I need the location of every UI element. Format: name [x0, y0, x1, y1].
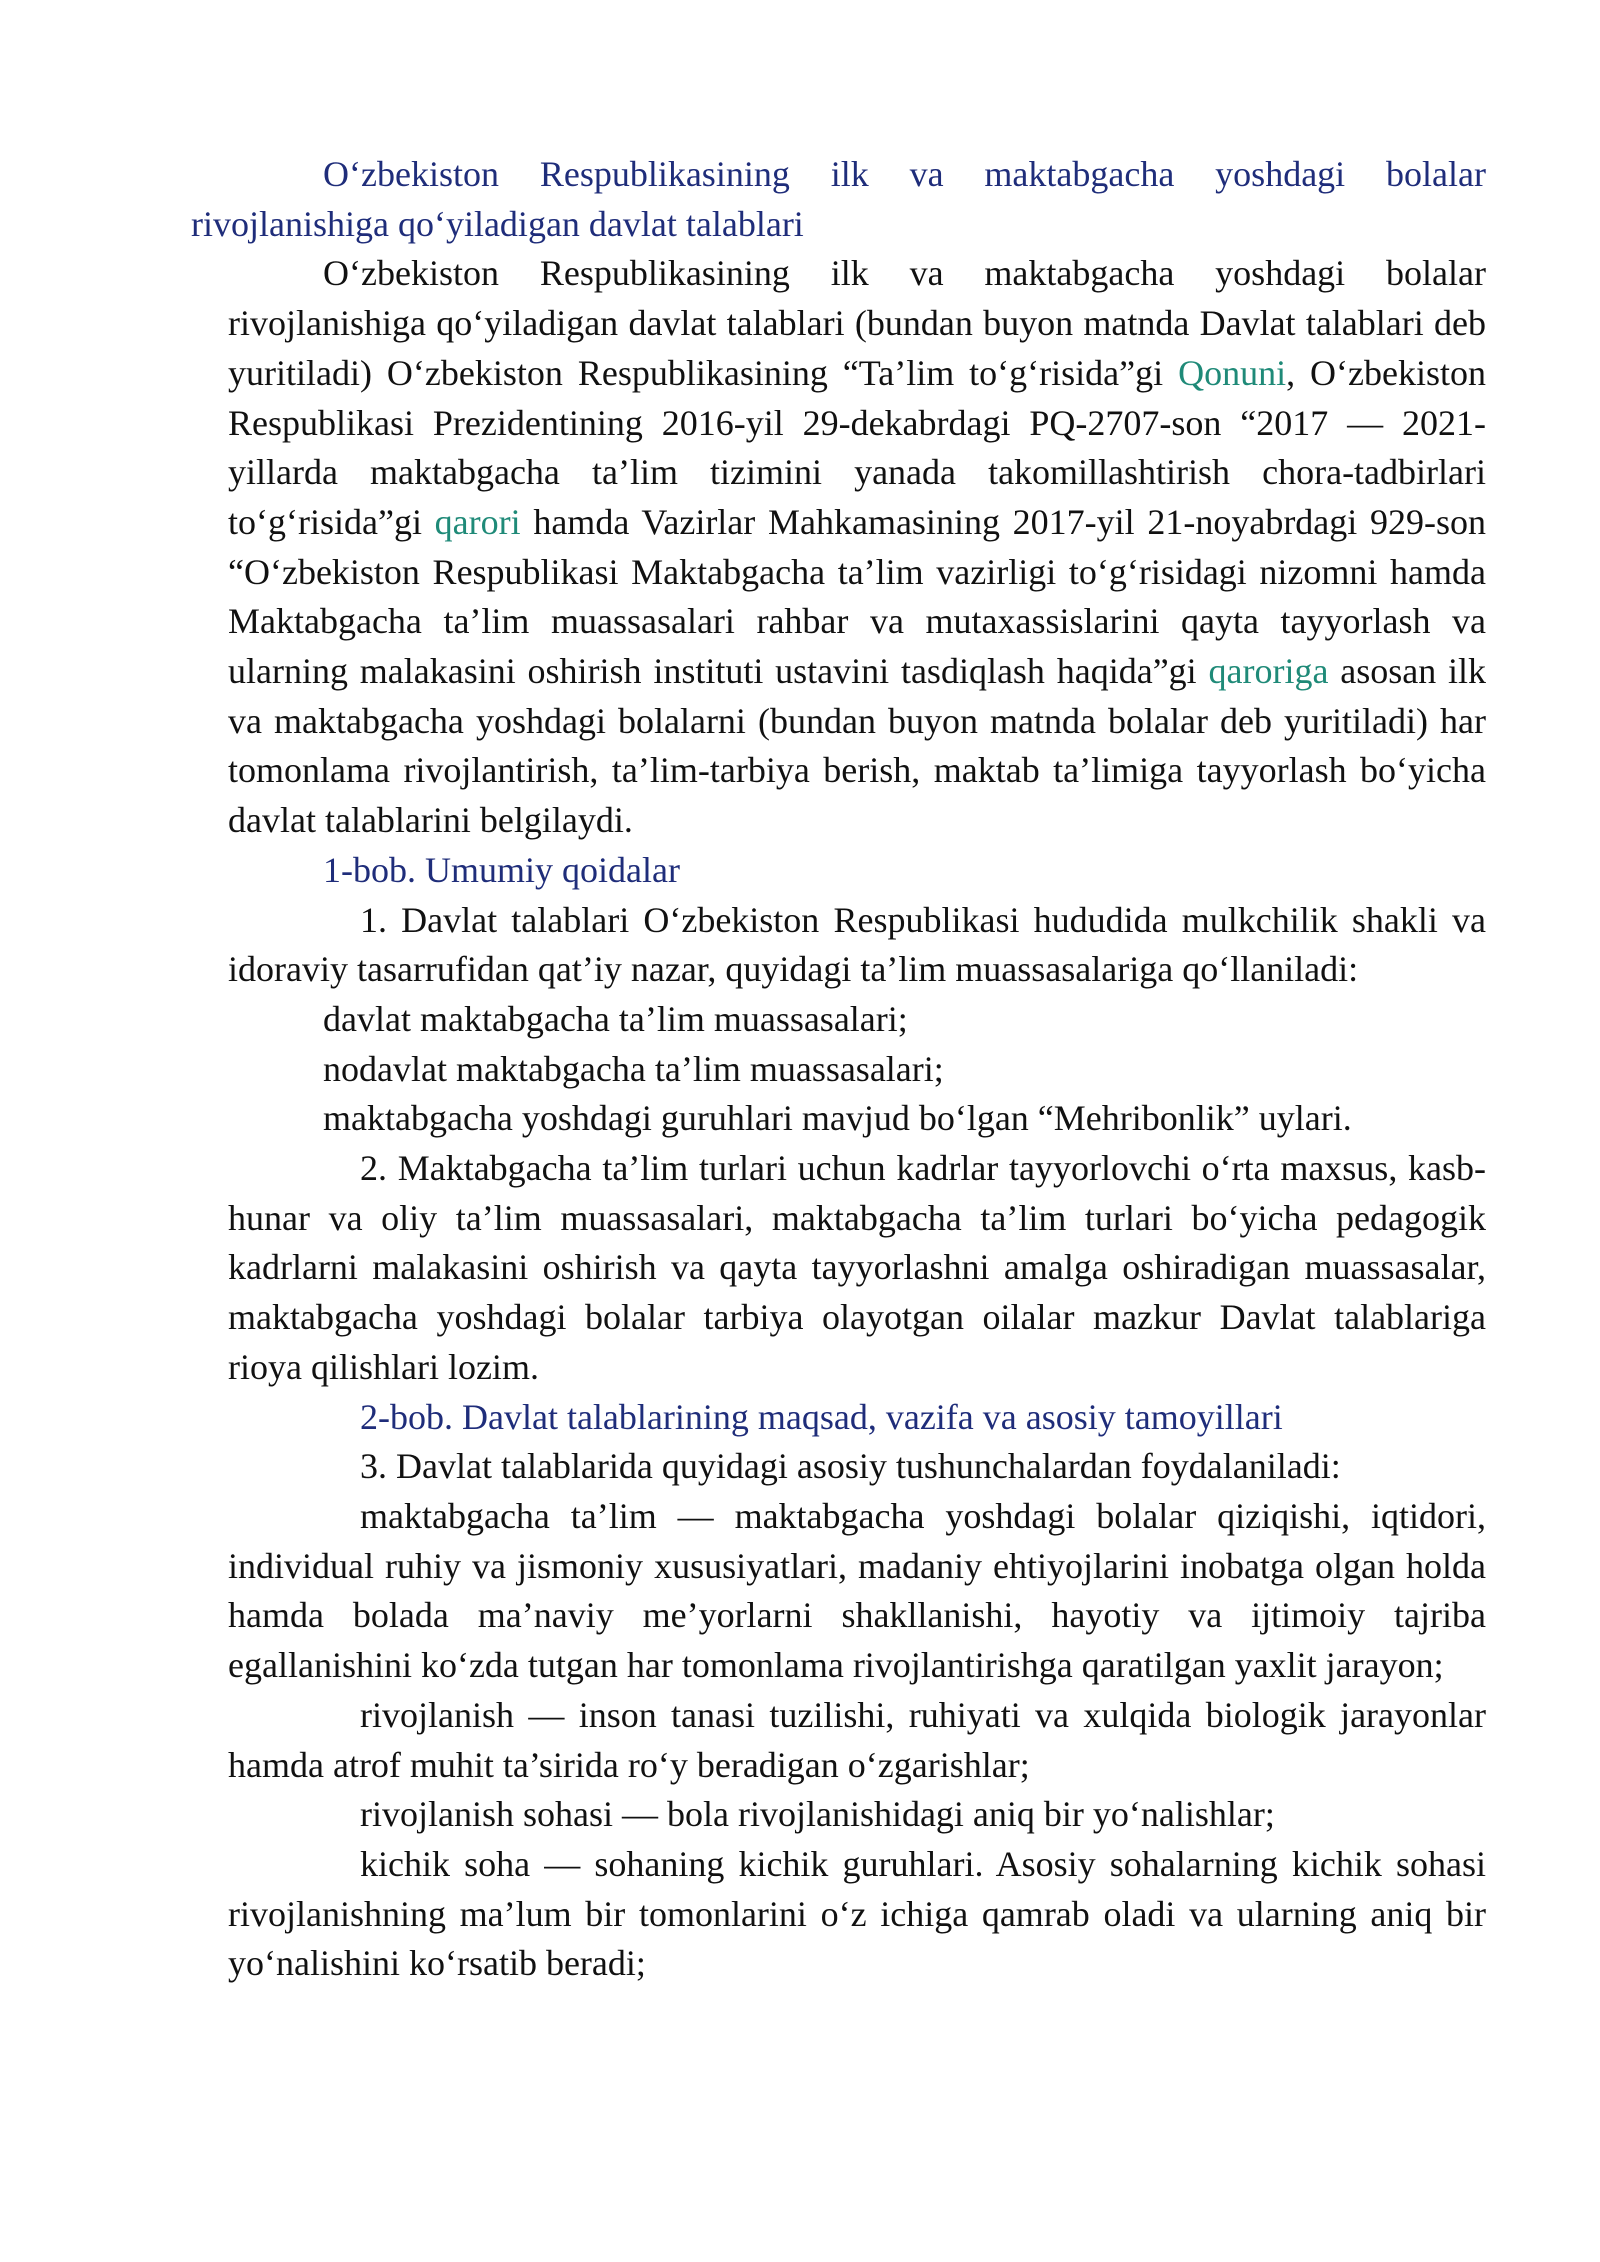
qonuni-link[interactable]: Qonuni: [1178, 352, 1287, 393]
intro-paragraph: [228, 249, 1486, 845]
document-body: [191, 150, 1487, 1989]
definition-rivojlanish: rivojlanish — inson tanasi tuzilishi, ruhiyati va xulqida biologik jarayonlar hamda atrof muhit ta’sirida ro‘y beradigan o‘zgarishlar;: [228, 1694, 1486, 1785]
intro-text-3: hamda Vazirlar Mahkamasining 2017-yil 21-noyabrdagi 929-son “O‘zbekiston Respublikasi Maktabgacha ta’lim vazirligi to‘g‘risidagi nizomni hamda Maktabgacha ta’lim muassasalari rahbar va mutaxassislarini qayta tayyorlash va ularning malakasini oshirish instituti ustavini tasdiqlash haqida”gi: [228, 501, 1486, 692]
clause-1: 1. Davlat talablari O‘zbekiston Respublikasi hududida mulkchilik shakli va idoraviy tasarrufidan qat’iy nazar, quyidagi ta’lim muassasalariga qo‘llaniladi:: [228, 899, 1486, 990]
list-item: nodavlat maktabgacha ta’lim muassasalari;: [323, 1048, 944, 1089]
intro-text-4: asosan ilk va maktabgacha yoshdagi bolalarni (bundan buyon matnda bolalar deb yuritiladi) har tomonlama rivojlantirish, ta’lim-tarbiya berish, maktab ta’limiga tayyorlash bo‘yicha davlat talablarini belgilaydi.: [228, 651, 1487, 841]
qarori-link[interactable]: qarori: [434, 501, 521, 542]
clause-2: 2. Maktabgacha ta’lim turlari uchun kadrlar tayyorlovchi o‘rta maxsus, kasb-hunar va oliy ta’lim muassasalari, maktabgacha ta’lim turlari bo‘yicha pedagogik kadrlarni malakasini oshirish va qayta tayyorlashni amalga oshiradigan muassasalar, maktabgacha yoshdagi bolalar tarbiya olayotgan oilalar mazkur Davlat talablariga rioya qilishlari lozim.: [228, 1148, 1486, 1387]
list-item: davlat maktabgacha ta’lim muassasalari;: [323, 998, 908, 1039]
intro-text-1: O‘zbekiston Respublikasining ilk va maktabgacha yoshdagi bolalar rivojlanishiga qo‘yiladigan davlat talablari (bundan buyon matnda Davlat talablari deb yuritiladi) O‘zbekiston Respublikasining “Ta’lim to‘g‘risida”gi: [228, 253, 1486, 393]
intro-text-2: , O‘zbekiston Respublikasi Prezidentining 2016-yil 29-dekabrdagi PQ-2707-son “2017 — 2021-yillarda maktabgacha ta’lim tizimini yanada takomillashtirish chora-tadbirlari to‘g‘risida”gi: [228, 352, 1486, 542]
document-title: O‘zbekiston Respublikasining ilk va maktabgacha yoshdagi bolalar rivojlanishiga qo‘yiladigan davlat talablari: [191, 154, 1486, 244]
definition-maktabgacha-talim: maktabgacha ta’lim — maktabgacha yoshdagi bolalar qiziqishi, iqtidori, individual ruhiy va jismoniy xususiyatlari, madaniy ehtiyojlarini inobatga olgan holda hamda bolada ma’naviy me’yorlarni shakllanishi, hayotiy va ijtimoiy tajriba egallanishini ko‘zda tutgan har tomonlama rivojlantirishga qaratilgan yaxlit jarayon;: [228, 1495, 1486, 1686]
qaroriga-link[interactable]: qaroriga: [1208, 651, 1329, 692]
definition-kichik-soha: kichik soha — sohaning kichik guruhlari. Asosiy sohalarning kichik sohasi rivojlanishning ma’lum bir tomonlarini o‘z ichiga qamrab oladi va ularning aniq bir yo‘nalishini ko‘rsatib beradi;: [228, 1843, 1486, 1984]
definition-rivojlanish-sohasi: rivojlanish sohasi — bola rivojlanishidagi aniq bir yo‘nalishlar;: [360, 1794, 1275, 1835]
list-item: maktabgacha yoshdagi guruhlari mavjud bo‘lgan “Mehribonlik” uylari.: [323, 1098, 1352, 1139]
clause-3: 3. Davlat talablarida quyidagi asosiy tushunchalardan foydalaniladi:: [360, 1446, 1341, 1487]
chapter-1-heading: 1-bob. Umumiy qoidalar: [323, 849, 680, 890]
chapter-2-heading: 2-bob. Davlat talablarining maqsad, vazifa va asosiy tamoyillari: [360, 1396, 1283, 1437]
